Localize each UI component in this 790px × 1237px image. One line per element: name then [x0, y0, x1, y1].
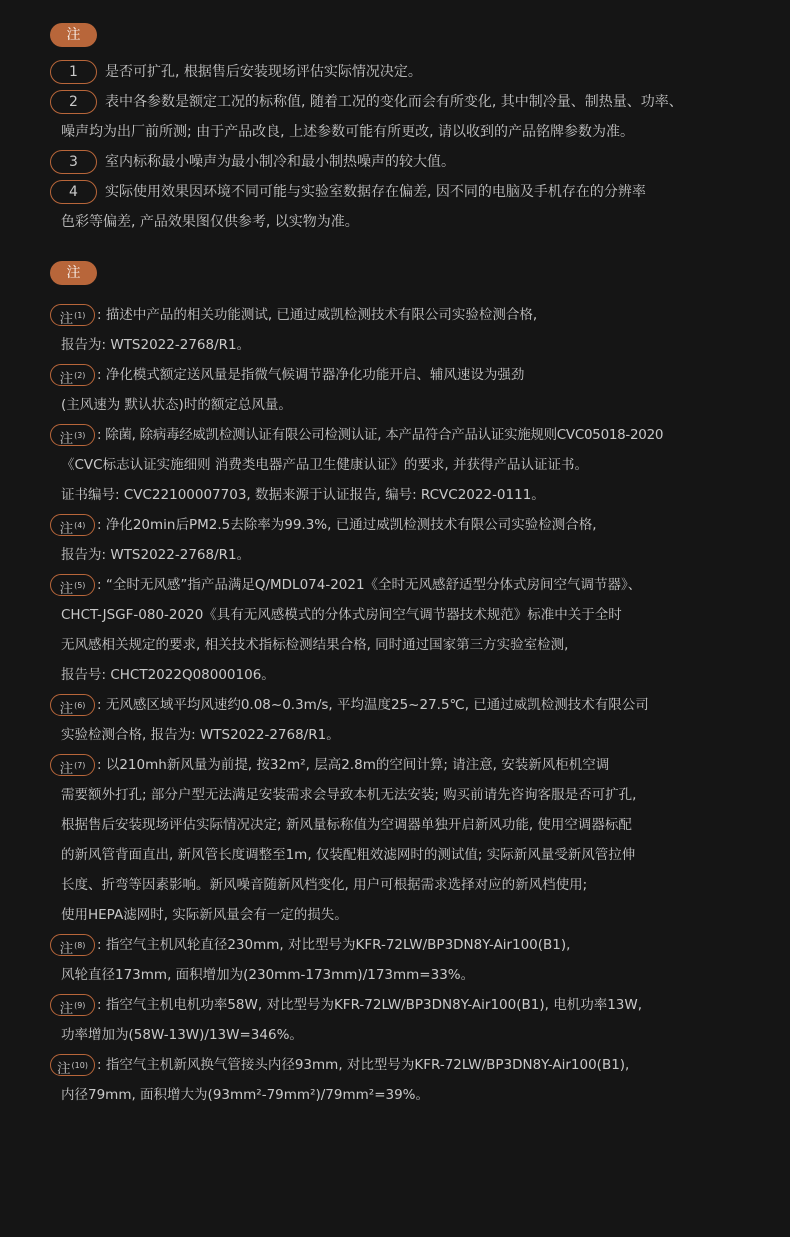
note-number: (4)	[74, 521, 86, 530]
item-text: 是否可扩孔, 根据售后安装现场评估实际情况决定。	[105, 64, 422, 80]
section1-tag: 注	[50, 23, 97, 47]
note-text-continuation: (主风速为 默认状态)时的额定总风量。	[61, 397, 292, 413]
note-badge	[50, 514, 95, 536]
item-number-badge: 4	[50, 180, 97, 204]
note-badge	[50, 934, 95, 956]
note-text-continuation: 的新风管背面直出, 新风管长度调整至1m, 仅装配粗效滤网时的测试值; 实际新风量受新风管拉伸	[61, 847, 636, 863]
note-text: : 净化模式额定送风量是指微气候调节器净化功能开启、辅风速设为强劲	[97, 367, 525, 383]
note-item	[50, 513, 780, 537]
note-text-continuation: 报告为: WTS2022-2768/R1。	[61, 547, 251, 563]
note-text: : 除菌, 除病毒经威凯检测认证有限公司检测认证, 本产品符合产品认证实施规则CVC05018-2020	[97, 427, 664, 443]
note-number: (9)	[74, 1001, 86, 1010]
note-number: (5)	[74, 581, 86, 590]
note-label: 注	[59, 311, 74, 327]
item-text-continuation: 色彩等偏差, 产品效果图仅供参考, 以实物为准。	[61, 214, 359, 230]
item-text: 表中各参数是额定工况的标称值, 随着工况的变化而会有所变化, 其中制冷量、制热量、功率、	[105, 94, 683, 110]
item-text: 实际使用效果因环境不同可能与实验室数据存在偏差, 因不同的电脑及手机存在的分辨率	[105, 184, 646, 200]
note-number: (7)	[74, 761, 86, 770]
note-label: 注	[59, 941, 74, 957]
note-text: : 指空气主机风轮直径230mm, 对比型号为KFR-72LW/BP3DN8Y-Air100(B1),	[97, 937, 571, 953]
note-text-continuation: 长度、折弯等因素影响。新风噪音随新风档变化, 用户可根据需求选择对应的新风档使用;	[61, 877, 588, 893]
note-text-continuation: 证书编号: CVC22100007703, 数据来源于认证报告, 编号: RCVC2022-0111。	[61, 487, 545, 503]
note-text: : 净化20min后PM2.5去除率为99.3%, 已通过威凯检测技术有限公司实验检测合格,	[97, 517, 597, 533]
list-item	[50, 150, 780, 174]
note-text-continuation: 《CVC标志认证实施细则 消费类电器产品卫生健康认证》的要求, 并获得产品认证证书。	[61, 457, 588, 473]
section2-tag: 注	[50, 261, 97, 285]
note-text: : 指空气主机新风换气管接头内径93mm, 对比型号为KFR-72LW/BP3DN8Y-Air100(B1),	[97, 1057, 630, 1073]
note-item	[50, 303, 780, 327]
item-text: 室内标称最小噪声为最小制冷和最小制热噪声的较大值。	[105, 154, 455, 170]
note-label: 注	[59, 1001, 74, 1017]
note-text-continuation: 功率增加为(58W-13W)/13W=346%。	[61, 1027, 303, 1043]
note-text-continuation: 报告为: WTS2022-2768/R1。	[61, 337, 251, 353]
note-badge	[50, 994, 95, 1016]
note-label: 注	[59, 521, 74, 537]
item-number-badge: 2	[50, 90, 97, 114]
note-text: : “全时无风感”指产品满足Q/MDL074-2021《全时无风感舒适型分体式房间空气调节器》、	[97, 577, 642, 593]
note-text: : 指空气主机电机功率58W, 对比型号为KFR-72LW/BP3DN8Y-Air100(B1), 电机功率13W,	[97, 997, 643, 1013]
note-number: (8)	[74, 941, 86, 950]
note-item	[50, 1053, 780, 1077]
note-text-continuation: 实验检测合格, 报告为: WTS2022-2768/R1。	[61, 727, 340, 743]
note-label: 注	[59, 371, 74, 387]
note-item	[50, 993, 780, 1017]
list-item	[50, 180, 780, 204]
note-badge	[50, 694, 95, 716]
note-text: : 无风感区域平均风速约0.08~0.3m/s, 平均温度25~27.5℃, 已通过威凯检测技术有限公司	[97, 697, 649, 713]
note-item	[50, 423, 780, 447]
note-badge	[50, 1054, 95, 1076]
note-number: (10)	[71, 1061, 88, 1070]
note-text-continuation: 使用HEPA滤网时, 实际新风量会有一定的损失。	[61, 907, 348, 923]
note-text-continuation: 无风感相关规定的要求, 相关技术指标检测结果合格, 同时通过国家第三方实验室检测,	[61, 637, 569, 653]
note-text-continuation: 报告号: CHCT2022Q08000106。	[61, 667, 275, 683]
note-number: (3)	[74, 431, 86, 440]
note-item	[50, 573, 780, 597]
note-text-continuation: 风轮直径173mm, 面积增加为(230mm-173mm)/173mm=33%。	[61, 967, 475, 983]
note-item	[50, 933, 780, 957]
item-number-badge: 1	[50, 60, 97, 84]
note-text: : 以210mh新风量为前提, 按32m², 层高2.8m的空间计算; 请注意, 安装新风柜机空调	[97, 757, 610, 773]
note-text-continuation: 根据售后安装现场评估实际情况决定; 新风量标称值为空调器单独开启新风功能, 使用空调器标配	[61, 817, 632, 833]
note-label: 注	[59, 581, 74, 597]
note-item	[50, 753, 780, 777]
item-number-badge: 3	[50, 150, 97, 174]
note-number: (2)	[74, 371, 86, 380]
note-text-continuation: 需要额外打孔; 部分户型无法满足安装需求会导致本机无法安装; 购买前请先咨询客服是否可扩孔,	[61, 787, 637, 803]
note-text-continuation: 内径79mm, 面积增大为(93mm²-79mm²)/79mm²=39%。	[61, 1087, 430, 1103]
note-label: 注	[59, 431, 74, 447]
note-text: : 描述中产品的相关功能测试, 已通过威凯检测技术有限公司实验检测合格,	[97, 307, 538, 323]
list-item	[50, 90, 780, 114]
item-text-continuation: 噪声均为出厂前所测; 由于产品改良, 上述参数可能有所更改, 请以收到的产品铭牌参数为准。	[61, 124, 634, 140]
note-badge	[50, 574, 95, 596]
note-badge	[50, 304, 95, 326]
note-item	[50, 363, 780, 387]
list-item	[50, 60, 780, 84]
note-number: (6)	[74, 701, 86, 710]
note-label: 注	[59, 701, 74, 717]
note-text-continuation: CHCT-JSGF-080-2020《具有无风感模式的分体式房间空气调节器技术规范》标准中关于全时	[61, 607, 622, 623]
note-badge	[50, 754, 95, 776]
note-label: 注	[59, 761, 74, 777]
note-badge	[50, 364, 95, 386]
note-item	[50, 693, 780, 717]
note-badge	[50, 424, 95, 446]
note-number: (1)	[74, 311, 86, 320]
note-label: 注	[57, 1061, 71, 1077]
